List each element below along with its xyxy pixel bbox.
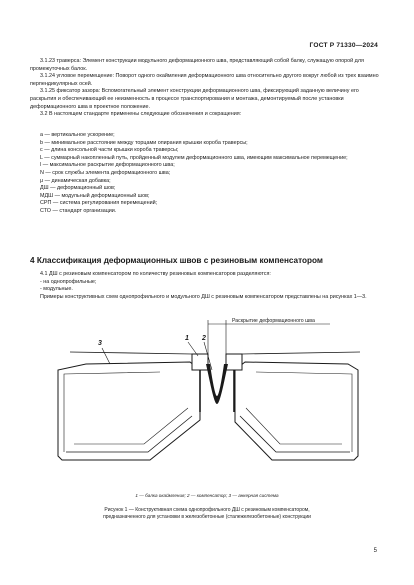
section-body <box>30 271 384 301</box>
right-anchor-outline <box>235 362 358 460</box>
caption-line-1: Рисунок 1 — Конструктивная схема однопрофильного ДШ с резиновым компенсатором, <box>104 507 310 513</box>
symbols-list <box>30 132 384 216</box>
figure-legend: 1 — балка окаймления; 2 — компенсатор; 3 — анкерная система <box>135 493 279 498</box>
section-paragraph: 4.1 ДШ с резиновым компенсатором по количеству резиновых компенсаторов разделяются: <box>40 271 271 277</box>
figure-caption <box>30 507 384 521</box>
section-paragraph: Примеры конструктивных схем однопрофильного и модульного ДШ с резиновым компенсатором представлены на рисунках 1—3. <box>40 293 367 300</box>
left-edge-beam <box>192 354 208 370</box>
expansion-joint-figure <box>40 312 380 492</box>
symbols-intro: 3.2 В настоящем стандарте применены следующие обозначения и сокращения: <box>40 111 242 118</box>
leader-3 <box>102 348 110 364</box>
definition-angular-displacement: 3.1.24 угловое перемещение: Поворот одного окаймления деформационного шва относительно другого вокруг любой из трех взаимно перпендикулярных осей. <box>30 73 379 87</box>
left-anchor-bar <box>66 416 192 452</box>
definition-traverse: 3.1.23 траверса: Элемент конструкции модульного деформационного шва, представляющий собой балку, служащую опорой для промежуточных балок. <box>30 58 364 72</box>
caption-line-2: предназначенного для установки в железобетонные (сталежелезобетонные) конструкции <box>103 514 311 520</box>
label-3: 3 <box>98 340 102 347</box>
section-heading: 4 Классификация деформационных швов с резиновым компенсатором <box>30 256 323 265</box>
page-number: 5 <box>373 548 377 554</box>
right-anchor-inner <box>256 372 352 452</box>
symbol-item: a — вертикальное ускорение; <box>40 132 115 138</box>
symbol-item: L — суммарный накопленный путь, пройденный модулем деформационного шва, имеющим максимальное перемещение; <box>40 154 348 161</box>
symbol-item: N — срок службы элемента деформационного шва; <box>40 169 171 176</box>
label-1: 1 <box>185 335 189 342</box>
right-anchor-bar <box>240 416 350 452</box>
symbol-item: МДШ — модульный деформационный шов; <box>40 192 150 199</box>
left-anchor-outline <box>58 362 200 460</box>
right-edge-beam <box>226 354 242 370</box>
pavement-line-left <box>70 352 192 354</box>
rubber-compensator <box>206 364 228 404</box>
standard-code: ГОСТ Р 71330—2024 <box>309 42 378 49</box>
symbol-item: СРП — система регулирования перемещений; <box>40 200 158 207</box>
pavement-line-right <box>242 352 360 354</box>
symbol-item: СТО — стандарт организации. <box>40 207 117 214</box>
definition-gap-fixator: 3.1.25 фиксатор зазора: Вспомогательный элемент конструкции деформационного шва, фиксирующий заданную величину его раскрытия и обеспечивающий ее неизменность в процессе транспортирования и монтажа, демонтируемый после установки деформационного шва в проектное положение. <box>30 88 359 110</box>
bullet-item: - на однопрофильные; <box>40 278 97 285</box>
symbol-item: μ — динамическая добавка; <box>40 177 111 184</box>
left-anchor-bar-2 <box>74 408 188 444</box>
label-2: 2 <box>202 335 206 342</box>
right-anchor-bar-2 <box>246 408 342 444</box>
left-anchor-inner <box>64 372 160 452</box>
symbol-item: l — максимальное раскрытие деформационного шва; <box>40 162 175 169</box>
definitions-block <box>30 58 384 119</box>
symbol-item: b — минимальное расстояние между торцами опирания крышки короба траверсы; <box>40 139 248 146</box>
bullet-item: - модульные. <box>40 286 73 293</box>
opening-label: Раскрытие деформационного шва <box>232 318 315 324</box>
symbol-item: c — длина консольной части крышки короба траверсы; <box>40 147 179 154</box>
symbol-item: ДШ — деформационный шов; <box>40 185 116 192</box>
